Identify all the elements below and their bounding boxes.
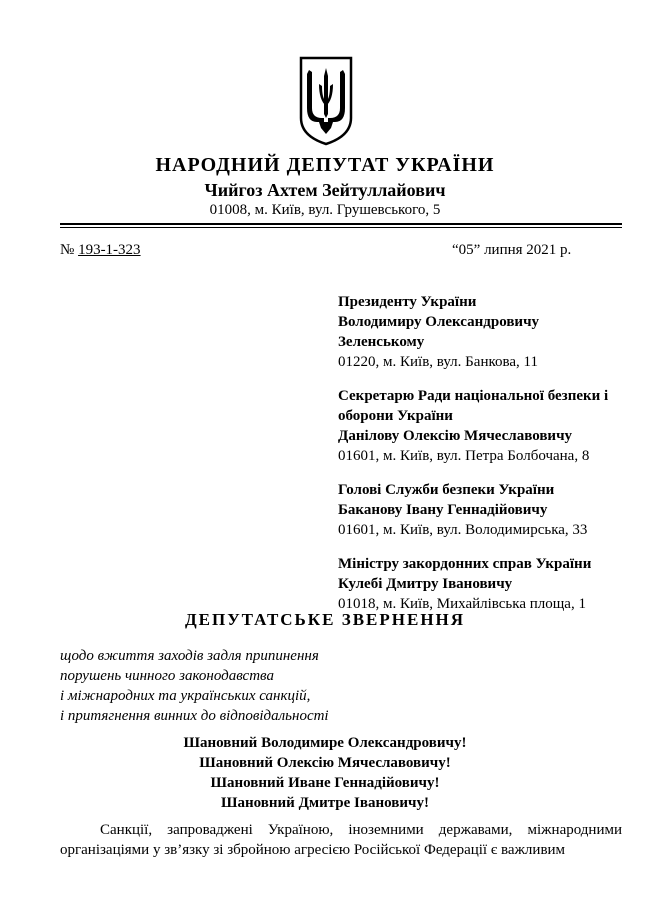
recipient-line: Голові Служби безпеки України (338, 482, 555, 498)
recipient-line: Баканову Івану Геннадійовичу (338, 502, 548, 518)
recipients-block (338, 292, 638, 628)
deputy-name: Чийгоз Ахтем Зейтуллайович (204, 180, 446, 200)
document-title: ДЕПУТАТСЬКЕ ЗВЕРНЕННЯ (184, 610, 466, 629)
body-paragraph: Санкції, запроваджені Україною, іноземними державами, міжнародними організаціями у зв’язку зі збройною агресією Російської Федерації є важливим (60, 822, 622, 858)
registration-number (60, 242, 141, 259)
header-rule-thin (60, 227, 622, 228)
recipient-sbu-head (338, 480, 638, 540)
greeting-line: Шановний Дмитре Івановичу! (221, 795, 429, 811)
registration-number-value: 193-1-323 (78, 242, 141, 258)
recipient-line: Президенту України (338, 294, 477, 310)
recipient-nsdc-secretary (338, 386, 638, 466)
recipient-address: 01220, м. Київ, вул. Банкова, 11 (338, 354, 538, 370)
recipient-address: 01018, м. Київ, Михайлівська площа, 1 (338, 596, 586, 612)
registration-prefix: № (60, 242, 79, 258)
recipient-line: Данілову Олексію Мячеславовичу (338, 428, 573, 444)
recipient-address: 01601, м. Київ, вул. Петра Болбочана, 8 (338, 448, 590, 464)
greeting-line: Шановний Володимире Олександровичу! (183, 735, 467, 751)
greeting-line: Шановний Иване Геннадійовичу! (210, 775, 440, 791)
recipient-address: 01601, м. Київ, вул. Володимирська, 33 (338, 522, 588, 538)
subject-line: і притягнення винних до відповідальності (60, 708, 329, 724)
recipient-line: Володимиру Олександровичу (338, 314, 540, 330)
recipient-line: оборони України (338, 408, 453, 424)
tryzub-icon (297, 56, 355, 146)
recipient-line: Секретарю Ради національної безпеки і (338, 388, 609, 404)
subject-line: і міжнародних та українських санкцій, (60, 688, 311, 704)
header-title: НАРОДНИЙ ДЕПУТАТ УКРАЇНИ (155, 154, 495, 176)
subject-block (60, 646, 360, 726)
subject-line: порушень чинного законодавства (60, 668, 274, 684)
greeting-line: Шановний Олексію Мячеславовичу! (199, 755, 451, 771)
document-date: “05” липня 2021 р. (452, 242, 572, 258)
deputy-address: 01008, м. Київ, вул. Грушевського, 5 (209, 202, 441, 218)
recipient-line: Кулебі Дмитру Івановичу (338, 576, 513, 592)
subject-line: щодо вжиття заходів задля припинення (60, 648, 319, 664)
recipient-line: Зеленському (338, 334, 425, 350)
recipient-president (338, 292, 638, 372)
greetings-block (0, 733, 650, 813)
recipient-line: Міністру закордонних справ України (338, 556, 592, 572)
header-rule (60, 223, 622, 225)
recipient-foreign-minister (338, 554, 638, 614)
